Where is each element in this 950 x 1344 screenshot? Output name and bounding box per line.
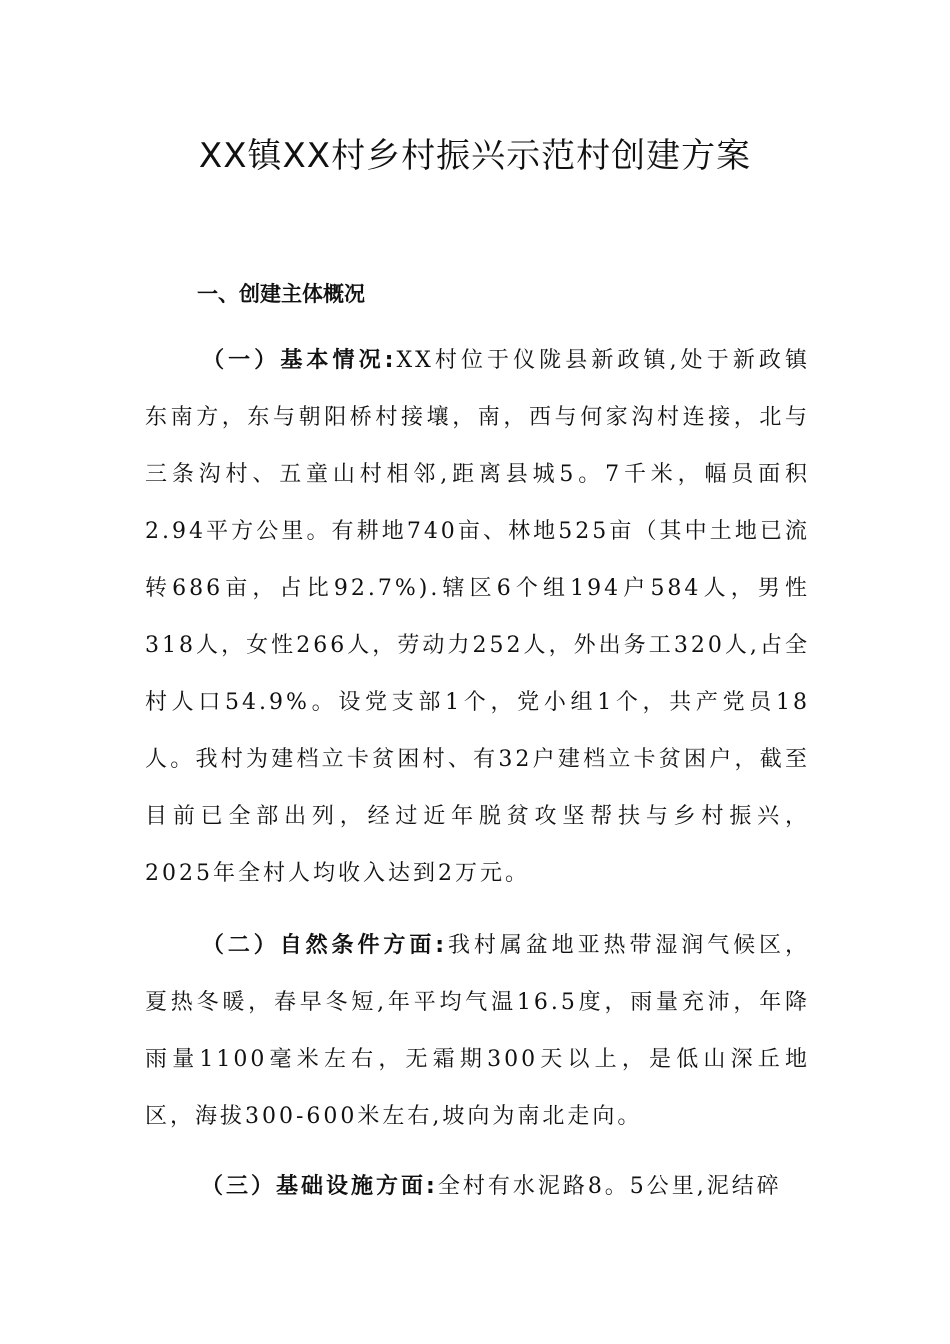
paragraph-label: （二）自然条件方面: [201,933,448,958]
paragraph-infrastructure [145,1158,810,1215]
paragraph-label: （三）基础设施方面: [201,1174,438,1199]
section-heading: 一、创建主体概况 [197,282,365,306]
paragraph-text: XX村位于仪陇县新政镇,处于新政镇东南方，东与朝阳桥村接壤，南，西与何家沟村连接，北与三条沟村、五童山村相邻,距离县城5。7千米，幅员面积2.94平方公里。有耕地740亩、林地525亩（其中土地已流转686亩，占比92.7%).辖区6个组194户584人，男性318人，女性266人，劳动力252人，外出务工320人,占全村人口54.9%。设党支部1个，党小组1个，共产党员18人。我村为建档立卡贫困村、有32户建档立卡贫困户，截至目前已全部出列，经过近年脱贫攻坚帮扶与乡村振兴，2025年全村人均收入达到2万元。 [145,348,810,886]
document-title: XX镇XX村乡村振兴示范村创建方案 [198,136,752,176]
paragraph-basic-info [145,332,810,902]
paragraph-text: 全村有水泥路8。5公里,泥结碎 [437,1174,782,1199]
paragraph-text: 我村属盆地亚热带湿润气候区，夏热冬暖，春早冬短,年平均气温16.5度，雨量充沛，年降雨量1100毫米左右，无霜期300天以上，是低山深丘地区，海拔300-600米左右,坡向为南北走向。 [145,933,810,1129]
paragraph-natural-conditions [145,917,810,1145]
paragraph-label: （一）基本情况: [201,348,397,373]
